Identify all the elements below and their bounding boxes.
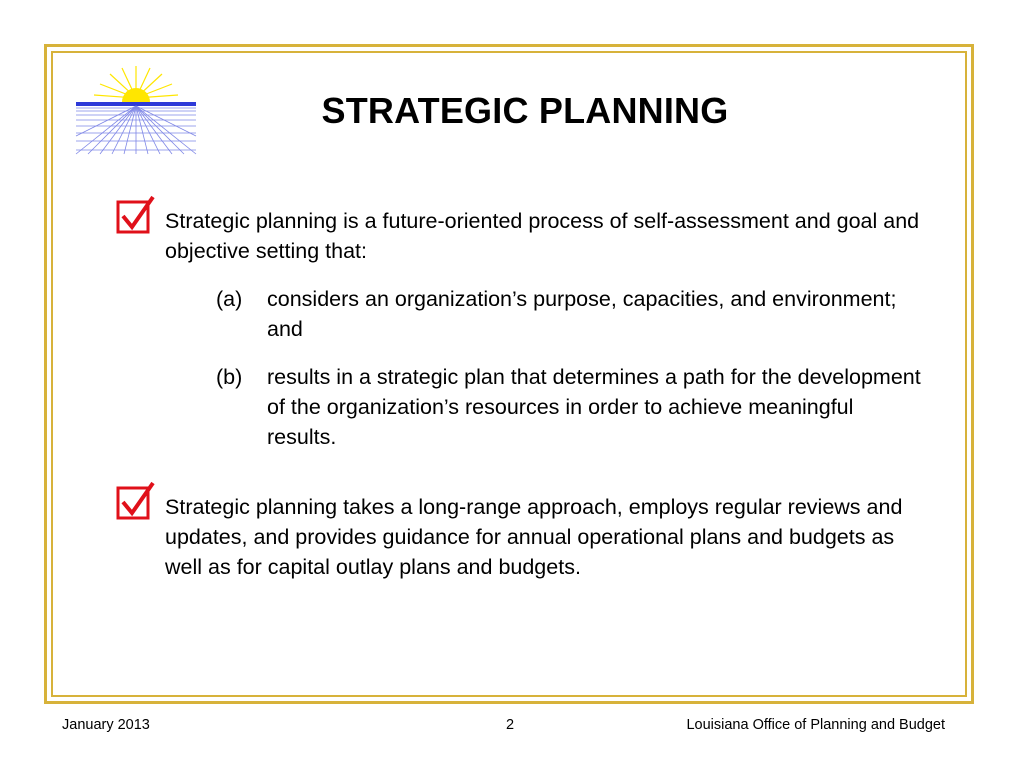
- bullet-2-text: Strategic planning takes a long-range approach, employs regular reviews and updates, and provides guidance for annual operational plans and budgets as well as for capital outlay plans and budgets.: [165, 495, 903, 579]
- subitem-b-label: (b): [216, 365, 243, 389]
- bullet-1-text: Strategic planning is a future-oriented process of self-assessment and goal and objective setting that:: [165, 209, 920, 263]
- footer-date: January 2013: [62, 717, 150, 733]
- sunrise-grid-icon: [74, 64, 198, 156]
- checkbox-checked-icon: [115, 194, 157, 236]
- checkbox-checked-icon: [115, 480, 157, 522]
- subitem-a-label: (a): [216, 287, 243, 311]
- subitem-b-text: results in a strategic plan that determines a path for the development of the organization’s resources in order to achieve meaningful results.: [267, 365, 921, 449]
- footer-organization: Louisiana Office of Planning and Budget: [686, 717, 945, 733]
- subitem-a-text: considers an organization’s purpose, capacities, and environment; and: [267, 287, 897, 341]
- footer-page-number: 2: [505, 717, 515, 733]
- slide-title: STRATEGIC PLANNING: [321, 90, 729, 131]
